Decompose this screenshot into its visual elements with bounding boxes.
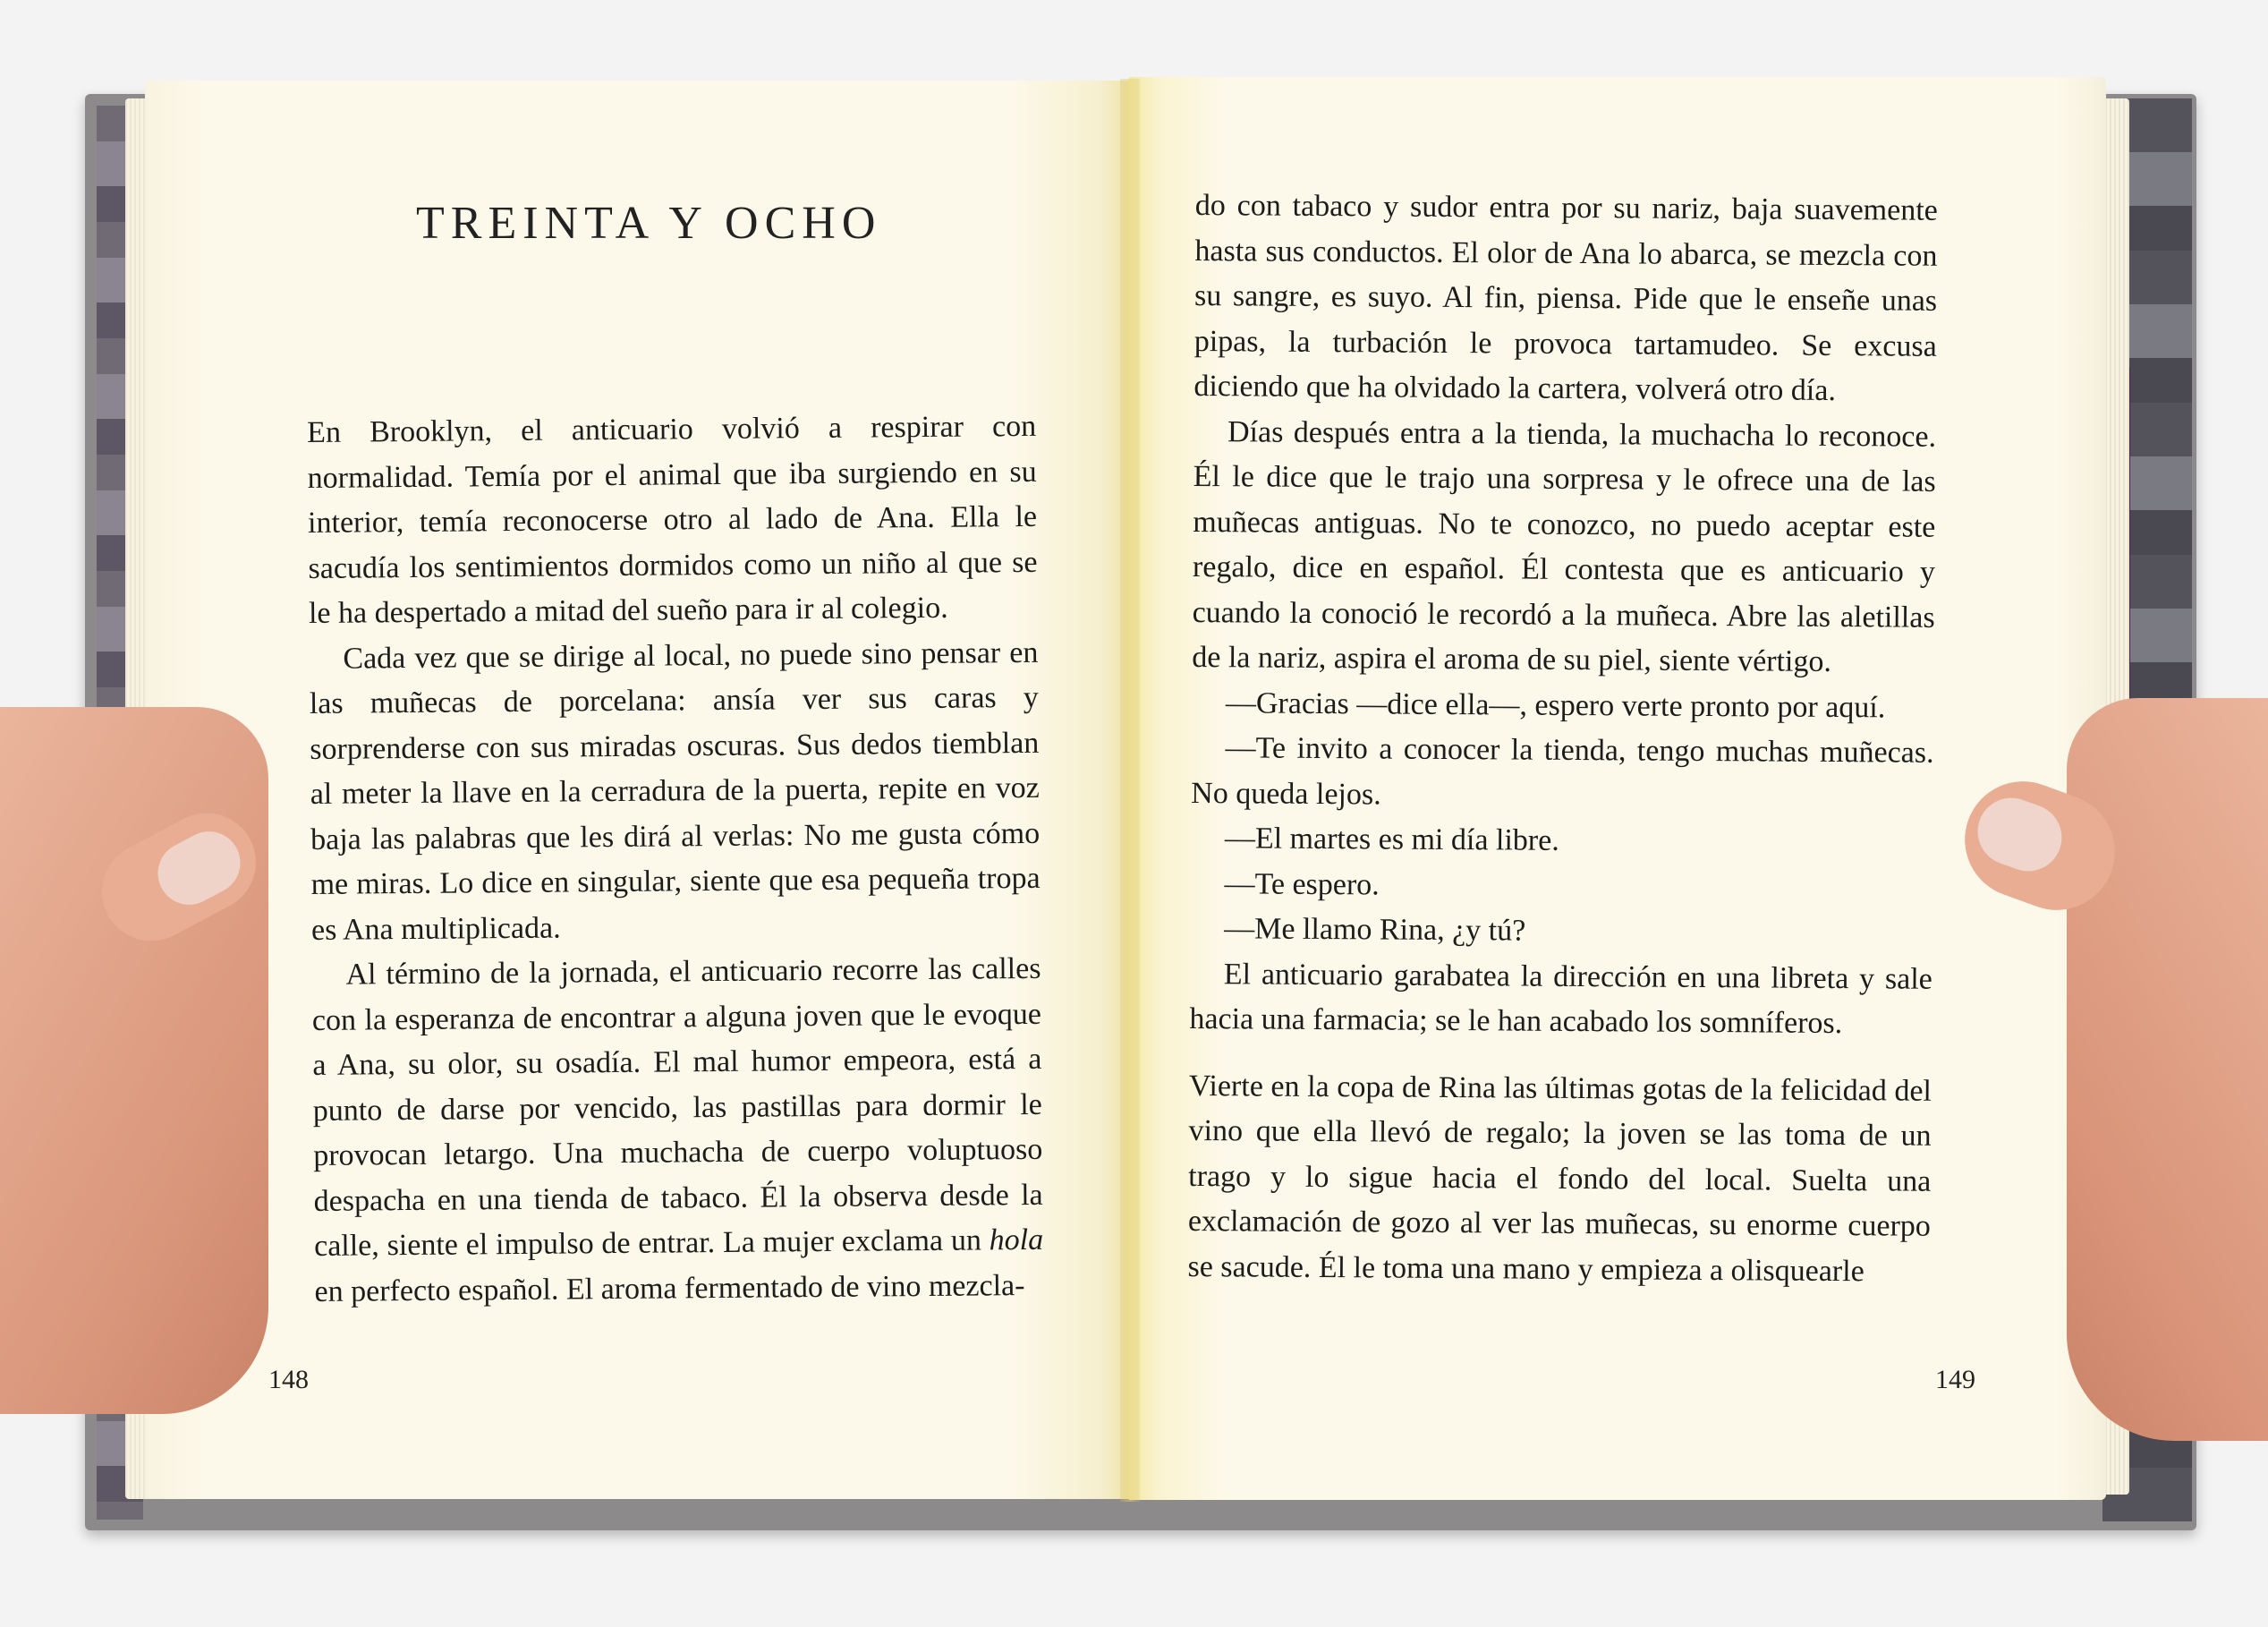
page-number-right: 149 <box>1935 1365 1975 1394</box>
dialogue-line: —El martes es mi día libre. <box>1224 822 1559 857</box>
book-gutter <box>1120 79 1140 1502</box>
paragraph: do con tabaco y sudor entra por su nariz, baja suavemente hasta sus conductos. El olor de Ana lo abarca, se mezcla con su sangre, es suyo. Al fin, piensa. Pide que le enseñe unas pipas, la turbación le provoca tartamudeo. Se excusa diciendo que ha olvidado la cartera, volverá otro día. <box>1193 188 1938 408</box>
paragraph: Vierte en la copa de Rina las últimas gotas de la felicidad del vino que ella llevó de regalo; la joven se las toma de un trago y lo sigue hacia el fondo del local. Suelta una exclamación de gozo al ver las muñecas, su enorme cuerpo se sacude. Él le toma una mano y empieza a olisquearle <box>1187 1069 1932 1288</box>
paragraph-text: en perfecto español. El aroma fermentado de vino mezcla- <box>314 1268 1025 1308</box>
paragraph: Cada vez que se dirige al local, no puede sino pensar en las muñecas de porcelana: ansía ver sus caras y sorprenderse con sus miradas oscuras. Sus dedos tiemblan al meter la llave en la cerradura de la puerta, repite en voz baja las palabras que les dirá al verlas: No me gusta cómo me miras. Lo dice en singular, siente que esa pequeña tropa es Ana multiplicada. <box>309 635 1041 947</box>
page-number-left: 148 <box>268 1365 309 1394</box>
paragraph-text: Al término de la jornada, el anticuario recorre las calles con la esperanza de encontrar a alguna joven que le evoque a Ana, su olor, su osadía. El mal humor empeora, está a punto de darse por vencido, las pastillas para dormir le provocan letargo. Una muchacha de cuerpo voluptuoso despacha en una tienda de tabaco. Él la observa desde la calle, siente el impulso de entrar. La mujer exclama un <box>311 951 1043 1263</box>
dialogue-line: —Te espero. <box>1224 866 1380 901</box>
dialogue-line: —Te invito a conocer la tienda, tengo muchas muñecas. No queda lejos. <box>1191 731 1934 811</box>
paragraph <box>311 947 1043 1315</box>
paragraph: En Brooklyn, el anticuario volvió a respirar con normalidad. Temía por el animal que iba surgiendo en su interior, temía reconocerse otro al lado de Ana. Ella le sacudía los sentimientos dormidos como un niño al que se le ha despertado a mitad del sueño para ir al colegio. <box>307 409 1038 630</box>
paragraph: El anticuario garabatea la dirección en una libreta y sale hacia una farmacia; se le han acabado los somníferos. <box>1189 957 1932 1041</box>
left-hand <box>0 707 268 1414</box>
dialogue-line: —Gracias —dice ella—, espero verte pronto por aquí. <box>1225 686 1886 724</box>
right-page-text <box>1187 183 1938 1295</box>
chapter-title: TREINTA Y OCHO <box>416 198 882 249</box>
paragraph: Días después entra a la tienda, la muchacha lo reconoce. Él le dice que le trajo una sorpresa y le ofrece una de las muñecas antiguas. No te conozco, no puedo aceptar este regalo, dice en español. Él contesta que es anticuario y cuando la conoció le recordó a la muñeca. Abre las aletillas de la nariz, aspira el aroma de su piel, siente vértigo. <box>1192 414 1937 678</box>
italic-word: hola <box>989 1222 1044 1257</box>
left-page-text <box>307 405 1044 1315</box>
dialogue-line: —Me llamo Rina, ¿y tú? <box>1224 912 1526 948</box>
